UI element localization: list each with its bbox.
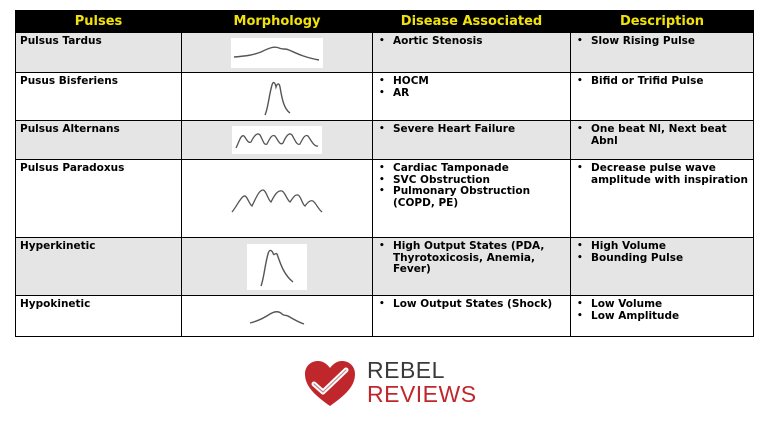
rebel-reviews-logo	[302, 356, 477, 412]
paradoxus-waveform	[229, 182, 325, 216]
disease-item: • High Output States (PDA, Thyrotoxicosis, Anemia, Fever)	[377, 241, 566, 276]
description-cell	[571, 238, 754, 296]
description-cell	[571, 73, 754, 121]
tall-peaked-waveform	[247, 244, 307, 290]
morphology-cell	[182, 238, 373, 296]
description-item: • Low Volume	[575, 299, 749, 311]
header-description: Description	[571, 11, 754, 33]
description-item: • Bounding Pulse	[575, 253, 749, 265]
morphology-cell	[182, 160, 373, 238]
pulse-name: Hypokinetic	[16, 296, 182, 337]
morphology-cell	[182, 33, 373, 73]
description-item: • Decrease pulse wave amplitude with inspiration	[575, 163, 749, 186]
disease-item: • Cardiac Tamponade	[377, 163, 566, 175]
table-row	[16, 296, 754, 337]
logo-line-reviews: REVIEWS	[367, 381, 477, 407]
table-row	[16, 160, 754, 238]
disease-item: • Pulmonary Obstruction (COPD, PE)	[377, 186, 566, 209]
slow-rising-waveform	[231, 38, 323, 68]
disease-cell	[373, 33, 571, 73]
disease-item: • Severe Heart Failure	[377, 124, 566, 136]
disease-cell	[373, 296, 571, 337]
morphology-cell	[182, 121, 373, 160]
description-item: • Bifid or Trifid Pulse	[575, 76, 749, 88]
disease-item: • Low Output States (Shock)	[377, 299, 566, 311]
table-row	[16, 121, 754, 160]
disease-item: • Aortic Stenosis	[377, 36, 566, 48]
pulse-name: Pulsus Tardus	[16, 33, 182, 73]
pulse-name: Pusus Bisferiens	[16, 73, 182, 121]
disease-cell	[373, 121, 571, 160]
low-amplitude-waveform	[246, 304, 308, 328]
description-item: • Low Amplitude	[575, 311, 749, 323]
pulse-name: Pulsus Alternans	[16, 121, 182, 160]
morphology-cell	[182, 73, 373, 121]
pulses-table	[15, 10, 754, 337]
disease-cell	[373, 160, 571, 238]
disease-item: • AR	[377, 88, 566, 100]
table-row	[16, 33, 754, 73]
description-cell	[571, 33, 754, 73]
table-row	[16, 73, 754, 121]
table-header-row	[16, 11, 754, 33]
pulse-name: Pulsus Paradoxus	[16, 160, 182, 238]
disease-cell	[373, 238, 571, 296]
description-cell	[571, 121, 754, 160]
alternating-waveform	[232, 126, 322, 154]
description-item: • High Volume	[575, 241, 749, 253]
disease-cell	[373, 73, 571, 121]
heart-check-icon	[302, 358, 358, 410]
header-disease-associated: Disease Associated	[373, 11, 571, 33]
header-pulses: Pulses	[16, 11, 182, 33]
disease-item: • HOCM	[377, 76, 566, 88]
morphology-cell	[182, 296, 373, 337]
description-item: • One beat Nl, Next beat Abnl	[575, 124, 749, 147]
pulse-name: Hyperkinetic	[16, 238, 182, 296]
description-cell	[571, 160, 754, 238]
description-cell	[571, 296, 754, 337]
logo-line-rebel: REBEL	[367, 357, 445, 383]
logo-wordmark	[367, 358, 477, 406]
disease-item: • SVC Obstruction	[377, 175, 566, 187]
description-item: • Slow Rising Pulse	[575, 36, 749, 48]
header-morphology: Morphology	[182, 11, 373, 33]
table-row	[16, 238, 754, 296]
bifid-waveform	[260, 77, 294, 117]
